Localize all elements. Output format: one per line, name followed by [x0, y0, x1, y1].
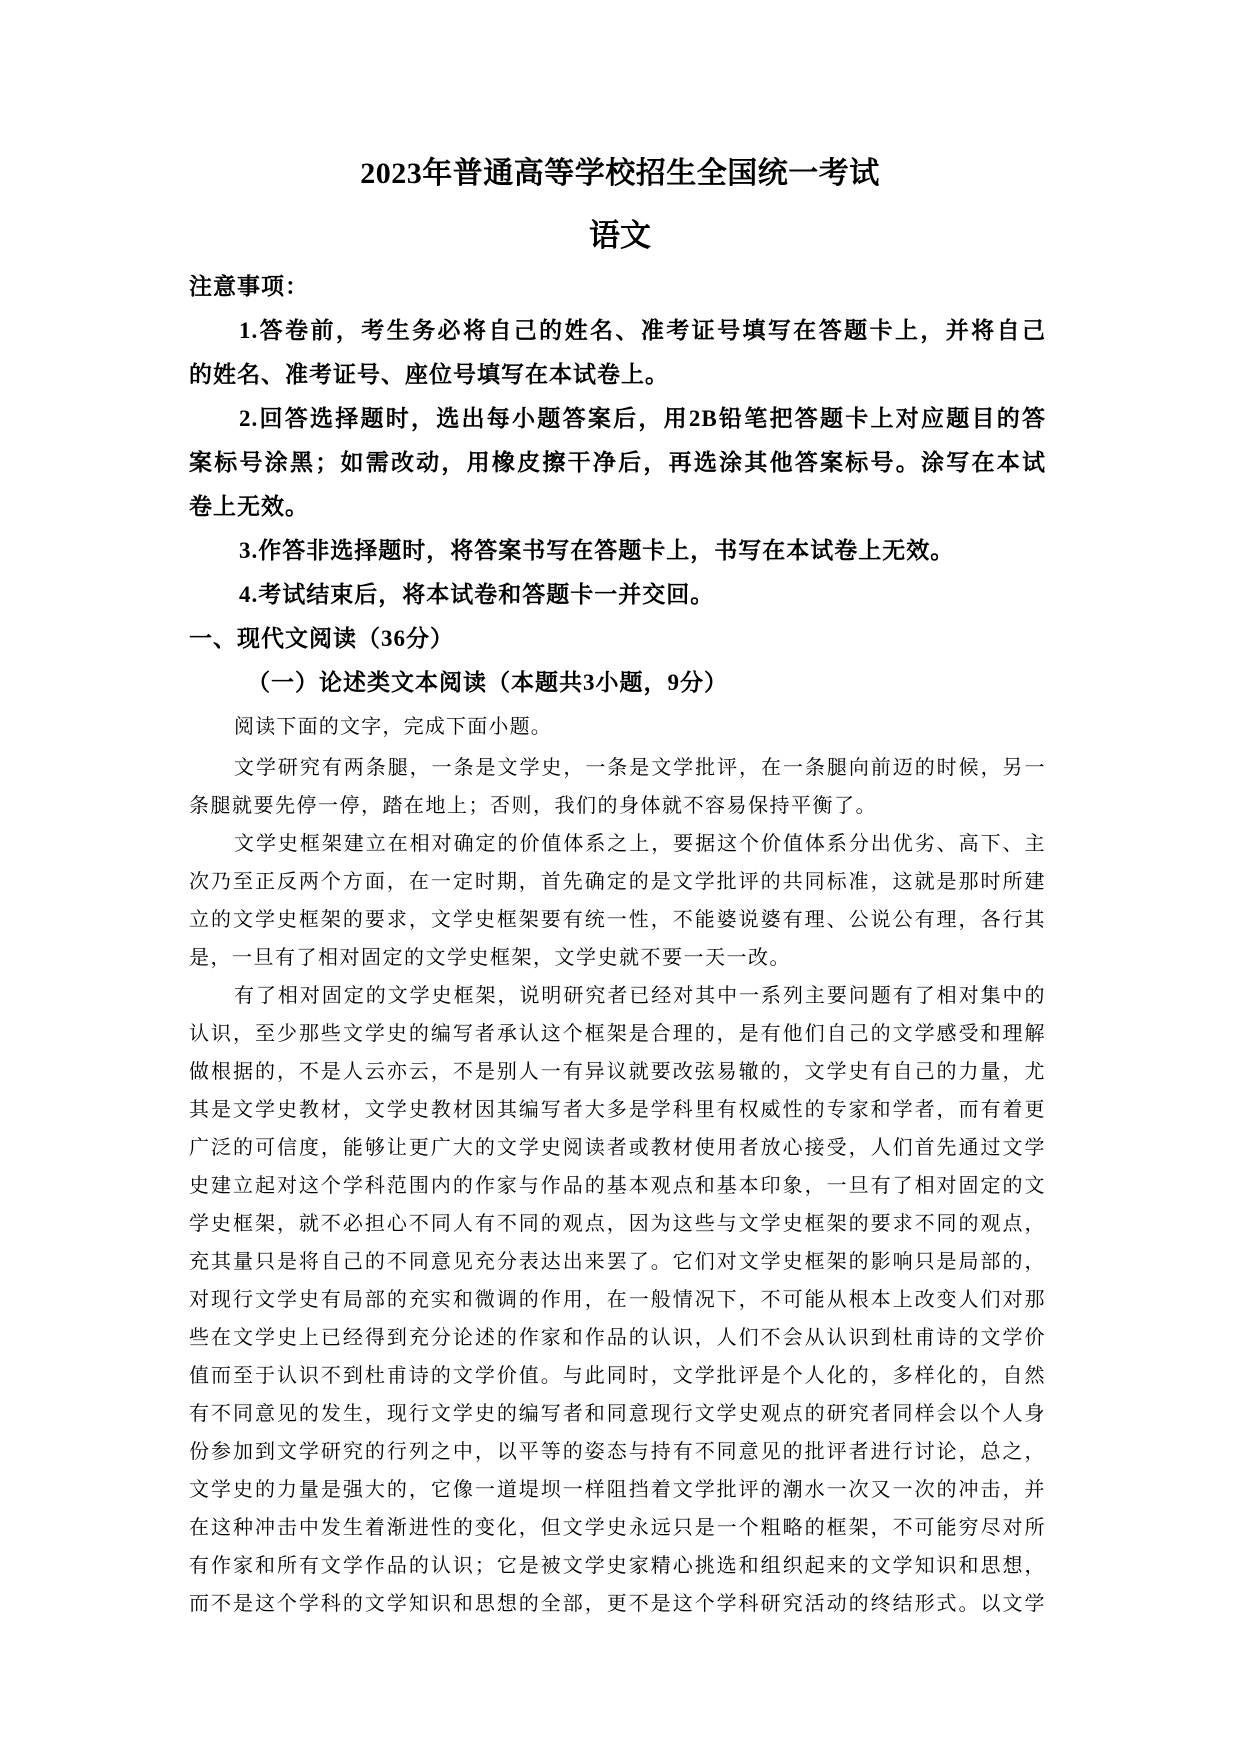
passage-line: 充其量只是将自己的不同意见充分表达出来罢了。它们对文学史框架的影响只是局部的，: [189, 1251, 1046, 1273]
notice-item-1-line: 1.答卷前，考生务必将自己的姓名、准考证号填写在答题卡上，并将自己: [239, 318, 1046, 343]
passage-line: 文学史的力量是强大的，它像一道堤坝一样阻挡着文学批评的潮水一次又一次的冲击，并: [189, 1479, 1046, 1501]
passage-line: 文学史框架建立在相对确定的价值体系之上，要据这个价值体系分出优劣、高下、主: [234, 833, 1046, 855]
passage-line: 份参加到文学研究的行列之中，以平等的姿态与持有不同意见的批评者进行讨论，总之，: [189, 1441, 1046, 1463]
section-heading: 一、现代文阅读（36分）: [189, 626, 454, 651]
passage-line: 条腿就要先停一停，踏在地上；否则，我们的身体就不容易保持平衡了。: [189, 795, 877, 817]
exam-title: 2023年普通高等学校招生全国统一考试: [360, 157, 880, 190]
reading-passage: [189, 749, 1046, 1623]
passage-line: 有作家和所有文学作品的认识；它是被文学史家精心挑选和组织起来的文学知识和思想，: [189, 1555, 1046, 1577]
subsection-heading: （一）论述类文本阅读（本题共3小题，9分）: [247, 670, 728, 695]
notice-item-2-line: 卷上无效。: [189, 494, 309, 519]
passage-line: 在这种冲击中发生着渐进性的变化，但文学史永远只是一个粗略的框架，不可能穷尽对所: [189, 1517, 1046, 1539]
passage-line: 而不是这个学科的文学知识和思想的全部，更不是这个学科研究活动的终结形式。以文学: [189, 1593, 1046, 1615]
notice-item-3-line: 3.作答非选择题时，将答案书写在答题卡上，书写在本试卷上无效。: [239, 538, 955, 563]
passage-line: 立的文学史框架的要求，文学史框架要有统一性，不能婆说婆有理、公说公有理，各行其: [189, 909, 1046, 931]
notice-item-2-line: 案标号涂黑；如需改动，用橡皮擦干净后，再选涂其他答案标号。涂写在本试: [189, 450, 1046, 475]
passage-line: 认识，至少那些文学史的编写者承认这个框架是合理的，是有他们自己的文学感受和理解: [189, 1023, 1046, 1045]
passage-line: 次乃至正反两个方面，在一定时期，首先确定的是文学批评的共同标准，这就是那时所建: [189, 871, 1046, 893]
notice-item-2-line: 2.回答选择题时，选出每小题答案后，用2B铅笔把答题卡上对应题目的答: [239, 406, 1046, 431]
passage-line: 学史框架，就不必担心不同人有不同的观点，因为这些与文学史框架的要求不同的观点，: [189, 1213, 1046, 1235]
notice-heading: 注意事项：: [189, 274, 309, 299]
passage-line: 是，一旦有了相对固定的文学史框架，文学史就不要一天一改。: [189, 947, 791, 969]
passage-line: 值而至于认识不到杜甫诗的文学价值。与此同时，文学批评是个人化的，多样化的，自然: [189, 1365, 1046, 1387]
notice-item-4-line: 4.考试结束后，将本试卷和答题卡一并交回。: [239, 582, 715, 607]
passage-line: 史建立起对这个学科范围内的作家与作品的基本观点和基本印象，一旦有了相对固定的文: [189, 1175, 1046, 1197]
subject-title: 语文: [589, 218, 651, 253]
passage-line: 其是文学史教材，文学史教材因其编写者大多是学科里有权威性的专家和学者，而有着更: [189, 1099, 1046, 1121]
reading-instruction: 阅读下面的文字，完成下面小题。: [234, 716, 552, 738]
notice-item-1-line: 的姓名、准考证号、座位号填写在本试卷上。: [189, 362, 669, 387]
passage-line: 些在文学史上已经得到充分论述的作家和作品的认识，人们不会从认识到杜甫诗的文学价: [189, 1327, 1046, 1349]
passage-line: 有不同意见的发生，现行文学史的编写者和同意现行文学史观点的研究者同样会以个人身: [189, 1403, 1046, 1425]
passage-line: 对现行文学史有局部的充实和微调的作用，在一般情况下，不可能从根本上改变人们对那: [189, 1289, 1046, 1311]
passage-line: 有了相对固定的文学史框架，说明研究者已经对其中一系列主要问题有了相对集中的: [234, 985, 1046, 1007]
notice-section: [189, 265, 1046, 749]
passage-line: 广泛的可信度，能够让更广大的文学史阅读者或教材使用者放心接受，人们首先通过文学: [189, 1137, 1046, 1159]
passage-line: 文学研究有两条腿，一条是文学史，一条是文学批评，在一条腿向前迈的时候，另一: [234, 757, 1046, 779]
passage-line: 做根据的，不是人云亦云，不是别人一有异议就要改弦易辙的，文学史有自己的力量，尤: [189, 1061, 1046, 1083]
